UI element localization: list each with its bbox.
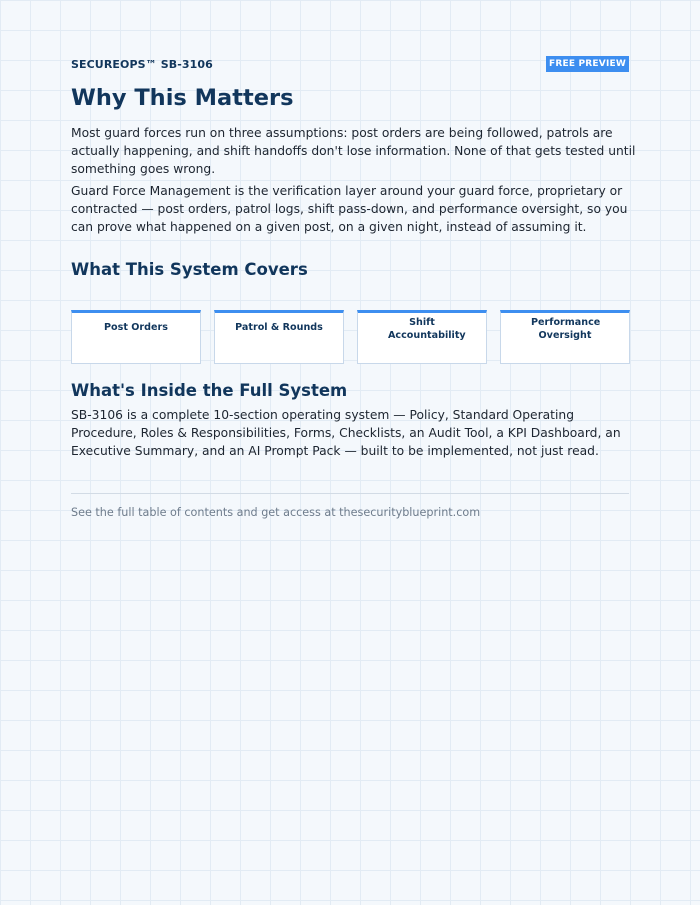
coverage-card-label: Post Orders [104, 322, 168, 333]
section-title-why-this-matters: Why This Matters [71, 85, 294, 111]
coverage-card-shift-accountability [357, 310, 487, 364]
coverage-card-label: Shift Accountability [388, 317, 466, 341]
document-header [71, 56, 629, 74]
footer-note: See the full table of contents and get access at thesecurityblueprint.com [71, 506, 481, 519]
coverage-card-label: Performance Oversight [531, 317, 601, 341]
coverage-card-post-orders [71, 310, 201, 364]
why-paragraph-1: Most guard forces run on three assumptions: post orders are being followed, patrols are actually happening, and shift handoffs don't lose information. None of that gets tested until something goes wrong. [71, 126, 636, 176]
section-title-system-covers: What This System Covers [71, 260, 308, 279]
free-preview-badge: FREE PREVIEW [546, 56, 629, 72]
coverage-cards [71, 310, 629, 363]
divider [71, 493, 629, 494]
document-code: SECUREOPS™ SB-3106 [71, 58, 213, 71]
section-title-whats-inside: What's Inside the Full System [71, 381, 348, 400]
coverage-card-performance-oversight [500, 310, 630, 364]
coverage-card-patrol-rounds [214, 310, 344, 364]
why-paragraph-2: Guard Force Management is the verification layer around your guard force, proprietary or contracted — post orders, patrol logs, shift pass-down, and performance oversight, so you can prove what happened on a given post, on a given night, instead of assuming it. [71, 184, 628, 234]
whats-inside-paragraph: SB-3106 is a complete 10-section operating system — Policy, Standard Operating Procedure, Roles & Responsibilities, Forms, Checklists, an Audit Tool, a KPI Dashboard, an Executive Summary, and an AI Prompt Pack — built to be implemented, not just read. [71, 408, 621, 458]
coverage-card-label: Patrol & Rounds [235, 322, 323, 333]
